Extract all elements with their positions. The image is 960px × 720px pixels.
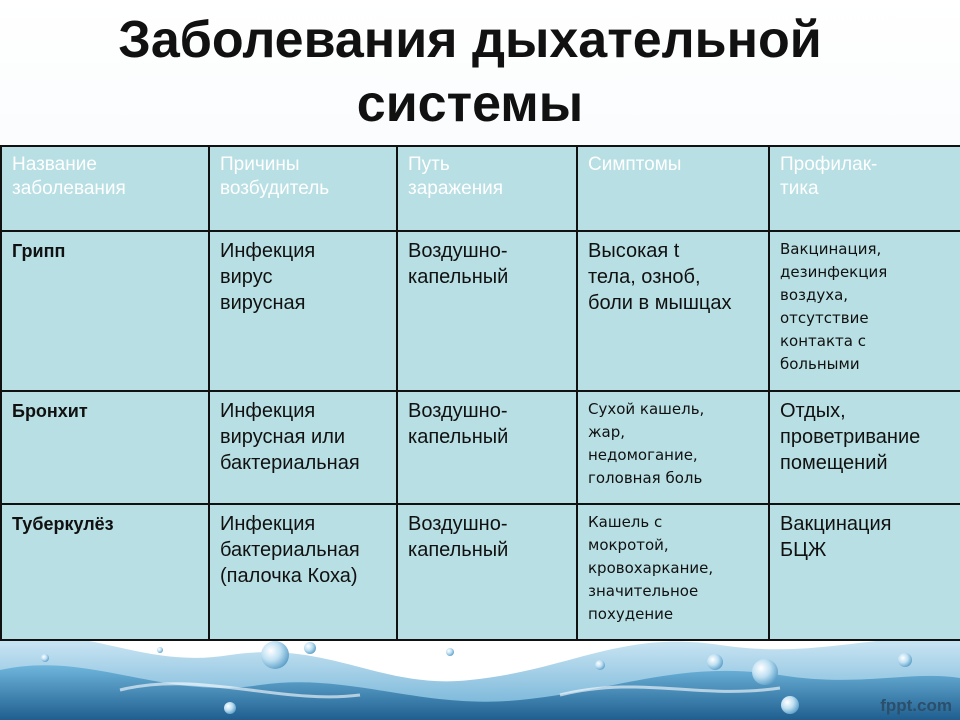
table-row xyxy=(1,391,960,503)
table-row xyxy=(1,231,960,391)
disease-name-cell: Туберкулёз xyxy=(1,504,209,640)
cause-cell: Инфекция вирус вирусная xyxy=(209,231,397,391)
header-cause: Причины возбудитель xyxy=(209,146,397,231)
prevention-cell: Отдых, проветривание помещений xyxy=(769,391,960,503)
route-cell: Воздушно- капельный xyxy=(397,231,577,391)
watermark-text: fppt.com xyxy=(880,696,952,715)
route-cell: Воздушно- капельный xyxy=(397,391,577,503)
cause-cell: Инфекция вирусная или бактериальная xyxy=(209,391,397,503)
title-line-2: системы xyxy=(356,75,584,133)
symptoms-cell: Высокая t тела, озноб, боли в мышцах xyxy=(577,231,769,391)
header-symptoms: Симптомы xyxy=(577,146,769,231)
header-disease-name: Название заболевания xyxy=(1,146,209,231)
header-route: Путь заражения xyxy=(397,146,577,231)
symptoms-cell: Кашель с мокротой, кровохаркание, значительное похудение xyxy=(577,504,769,640)
header-prevention: Профилак- тика xyxy=(769,146,960,231)
table-header-row xyxy=(1,146,960,231)
disease-table xyxy=(0,145,960,641)
symptoms-cell: Сухой кашель, жар, недомогание, головная боль xyxy=(577,391,769,503)
cause-cell: Инфекция бактериальная (палочка Коха) xyxy=(209,504,397,640)
table-row xyxy=(1,504,960,640)
prevention-cell: Вакцинация, дезинфекция воздуха, отсутствие контакта с больными xyxy=(769,231,960,391)
page-title xyxy=(0,8,940,136)
title-line-1: Заболевания дыхательной xyxy=(118,11,822,69)
disease-name-cell: Грипп xyxy=(1,231,209,391)
disease-name-cell: Бронхит xyxy=(1,391,209,503)
prevention-cell: Вакцинация БЦЖ xyxy=(769,504,960,640)
route-cell: Воздушно- капельный xyxy=(397,504,577,640)
